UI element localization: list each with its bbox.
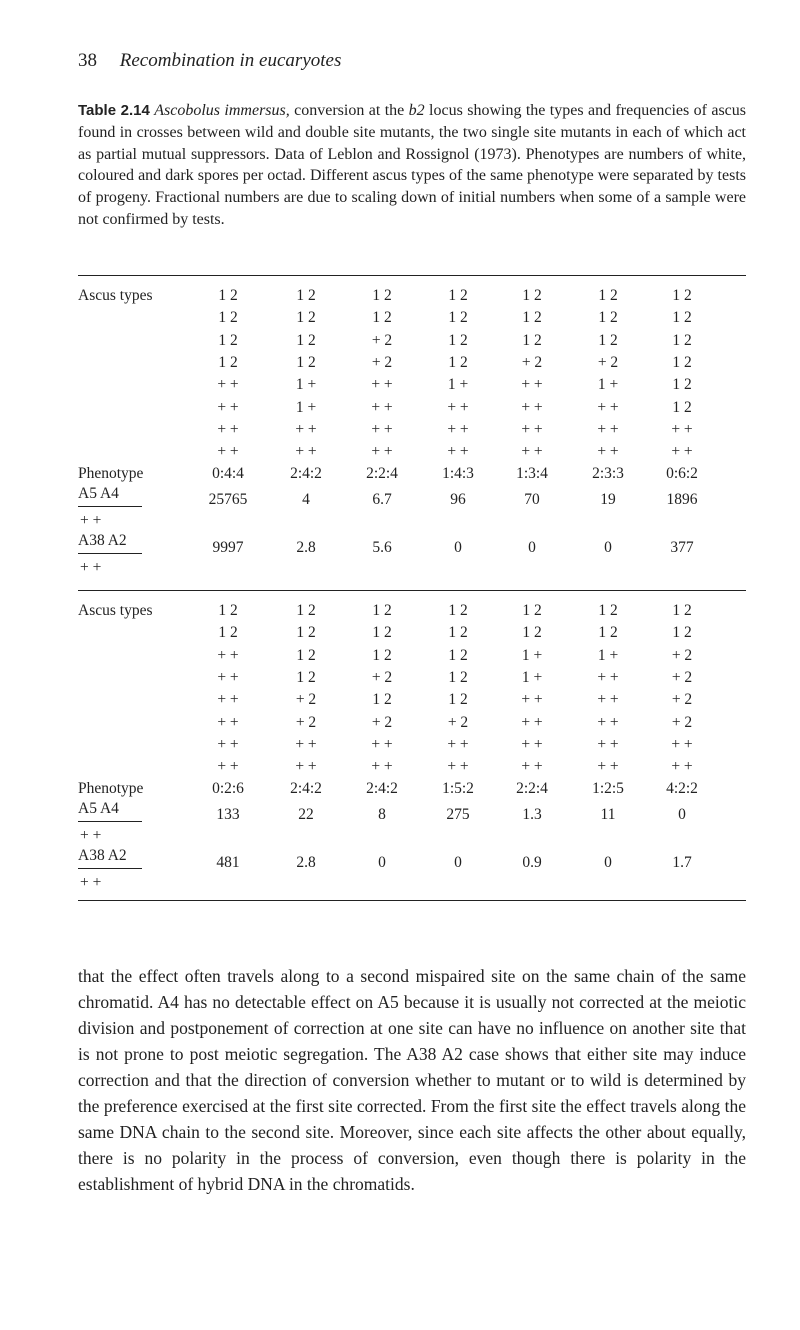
ascus-spore-pair: + + (295, 420, 317, 438)
ascus-spore-pair: 1 2 (598, 624, 618, 642)
running-head (78, 50, 341, 72)
ascus-spore-pair: 1 2 (218, 309, 238, 327)
table-bottom-rule (78, 900, 746, 901)
ascus-spore-pair: 1 2 (522, 624, 542, 642)
page-number: 38 (78, 50, 97, 71)
ascus-spore-pair: + 2 (295, 691, 317, 709)
ascus-spore-pair: 1 2 (522, 287, 542, 304)
table-middle-rule (78, 590, 746, 591)
ascus-spore-pair: + + (521, 735, 543, 753)
ascus-spore-pair: + 2 (371, 713, 393, 731)
ascus-spore-pair: 1 + (597, 376, 619, 394)
a38a2-frequency: 0 (454, 539, 462, 556)
ascus-spore-pair: + + (597, 758, 619, 776)
ascus-spore-pair: + + (295, 758, 317, 776)
ascus-spore-pair: + + (217, 713, 239, 731)
ascus-spore-pair: + + (447, 758, 469, 776)
cross-a38a2-denominator: + + (80, 559, 102, 576)
ascus-spore-pair: 1 2 (448, 287, 468, 304)
ascus-spore-pair: 1 2 (448, 309, 468, 327)
ascus-spore-pair: 1 2 (372, 624, 392, 642)
ascus-spore-pair: + + (217, 376, 239, 394)
a38a2-frequency: 0 (604, 539, 612, 556)
fraction-bar (78, 553, 142, 554)
ascus-spore-pair: 1 2 (372, 287, 392, 304)
ascus-spore-pair: 1 2 (672, 353, 692, 371)
ascus-spore-pair: + 2 (671, 646, 693, 664)
ascus-spore-pair: + 2 (671, 668, 693, 686)
a38a2-frequency: 1.7 (672, 854, 692, 871)
a38a2-frequency: 0 (454, 854, 462, 871)
ascus-spore-pair: 1 2 (218, 331, 238, 349)
a38a2-frequency: 377 (670, 539, 694, 556)
ascus-spore-pair: + + (597, 398, 619, 416)
table-label: Table 2.14 (78, 102, 150, 119)
ascus-spore-pair: + 2 (371, 331, 393, 349)
ascus-spore-pair: 1 2 (448, 668, 468, 686)
ascus-spore-pair: 1 2 (522, 309, 542, 327)
a5a4-frequency: 19 (600, 491, 616, 508)
ascus-spore-pair: 1 + (597, 646, 619, 664)
cross-a38a2-numerator: A38 A2 (78, 847, 127, 864)
a5a4-frequency: 70 (524, 491, 540, 508)
ascus-spore-pair: 1 2 (296, 309, 316, 327)
fraction-bar (78, 868, 142, 869)
ascus-spore-pair: + + (597, 713, 619, 731)
ascus-spore-pair: 1 2 (598, 287, 618, 304)
cross-a5a4-numerator: A5 A4 (78, 800, 119, 817)
ascus-spore-pair: 1 2 (522, 602, 542, 619)
ascus-spore-pair: + + (597, 420, 619, 438)
ascus-spore-pair: + + (217, 735, 239, 753)
ascus-spore-pair: + + (447, 398, 469, 416)
ascus-spore-pair: + 2 (521, 353, 543, 371)
ascus-spore-pair: + + (217, 758, 239, 776)
table-block-bottom (78, 602, 746, 902)
ascus-spore-pair: 1 + (521, 646, 543, 664)
ascus-spore-pair: + + (371, 443, 393, 461)
a5a4-frequency: 25765 (208, 491, 248, 508)
a38a2-frequency: 5.6 (372, 539, 392, 556)
phenotype-value: 2:4:2 (290, 465, 322, 482)
a5a4-frequency: 22 (298, 806, 314, 823)
running-title: Recombination in eucaryotes (119, 50, 342, 71)
a5a4-frequency: 133 (216, 806, 240, 823)
ascus-spore-pair: 1 2 (672, 602, 692, 619)
ascus-spore-pair: + + (371, 398, 393, 416)
ascus-spore-pair: + 2 (671, 713, 693, 731)
cross-a38a2-label (78, 847, 153, 892)
ascus-spore-pair: 1 2 (672, 287, 692, 304)
cross-a5a4-label (78, 485, 153, 530)
a38a2-frequency: 0.9 (522, 854, 542, 871)
phenotype-value: 0:6:2 (666, 465, 698, 482)
phenotype-value: 0:4:4 (212, 465, 244, 482)
phenotype-value: 2:2:4 (516, 780, 548, 797)
ascus-spore-pair: 1 2 (296, 624, 316, 642)
ascus-spore-pair: 1 2 (448, 624, 468, 642)
a38a2-frequency: 0 (528, 539, 536, 556)
ascus-spore-pair: 1 + (447, 376, 469, 394)
ascus-spore-pair: + + (671, 758, 693, 776)
ascus-types-label: Ascus types (78, 602, 153, 619)
a38a2-frequency: 9997 (212, 539, 244, 556)
ascus-spore-pair: + + (447, 735, 469, 753)
fraction-bar (78, 506, 142, 507)
ascus-spore-pair: + + (521, 398, 543, 416)
ascus-spore-pair: 1 2 (372, 691, 392, 709)
a5a4-frequency: 1896 (666, 491, 698, 508)
ascus-spore-pair: + + (447, 420, 469, 438)
ascus-spore-pair: + + (671, 443, 693, 461)
ascus-spore-pair: 1 2 (672, 331, 692, 349)
table-block-top (78, 287, 746, 587)
phenotype-value: 2:4:2 (366, 780, 398, 797)
ascus-spore-pair: 1 2 (218, 353, 238, 371)
ascus-spore-pair: 1 2 (372, 646, 392, 664)
ascus-spore-pair: + + (521, 376, 543, 394)
ascus-spore-pair: 1 2 (448, 353, 468, 371)
cross-a38a2-numerator: A38 A2 (78, 532, 127, 549)
ascus-spore-pair: + + (521, 443, 543, 461)
cross-a5a4-label (78, 800, 153, 845)
phenotype-value: 2:2:4 (366, 465, 398, 482)
ascus-spore-pair: + + (597, 668, 619, 686)
ascus-spore-pair: + 2 (671, 691, 693, 709)
cross-a38a2-label (78, 532, 153, 577)
ascus-spore-pair: 1 2 (372, 309, 392, 327)
ascus-spore-pair: 1 2 (448, 646, 468, 664)
ascus-spore-pair: + + (217, 398, 239, 416)
ascus-spore-pair: 1 2 (296, 668, 316, 686)
ascus-spore-pair: + + (217, 420, 239, 438)
ascus-spore-pair: 1 2 (296, 331, 316, 349)
ascus-spore-pair: 1 2 (672, 376, 692, 394)
ascus-spore-pair: 1 + (295, 376, 317, 394)
cross-a5a4-denominator: + + (80, 827, 102, 844)
ascus-spore-pair: + + (597, 691, 619, 709)
a5a4-frequency: 11 (600, 806, 616, 823)
phenotype-value: 1:2:5 (592, 780, 624, 797)
ascus-spore-pair: + + (217, 443, 239, 461)
ascus-spore-pair: + + (597, 735, 619, 753)
a38a2-frequency: 2.8 (296, 854, 316, 871)
a5a4-frequency: 1.3 (522, 806, 542, 823)
ascus-spore-pair: + + (597, 443, 619, 461)
phenotype-value: 1:3:4 (516, 465, 548, 482)
a38a2-frequency: 2.8 (296, 539, 316, 556)
phenotype-label: Phenotype (78, 780, 144, 797)
ascus-spore-pair: 1 2 (296, 353, 316, 371)
ascus-spore-pair: + + (295, 443, 317, 461)
phenotype-value: 1:5:2 (442, 780, 474, 797)
ascus-spore-pair: 1 2 (598, 309, 618, 327)
table-top-rule (78, 275, 746, 276)
species-name: Ascobolus immersus, (154, 102, 290, 119)
ascus-spore-pair: 1 2 (296, 287, 316, 304)
ascus-spore-pair: + 2 (371, 353, 393, 371)
ascus-spore-pair: + + (371, 376, 393, 394)
ascus-spore-pair: + 2 (447, 713, 469, 731)
a38a2-frequency: 481 (216, 854, 240, 871)
ascus-spore-pair: 1 2 (218, 602, 238, 619)
ascus-spore-pair: 1 2 (598, 602, 618, 619)
ascus-spore-pair: 1 2 (672, 309, 692, 327)
phenotype-label: Phenotype (78, 465, 144, 482)
ascus-spore-pair: + + (371, 735, 393, 753)
a5a4-frequency: 4 (302, 491, 310, 508)
ascus-spore-pair: + + (217, 668, 239, 686)
cross-a5a4-denominator: + + (80, 512, 102, 529)
ascus-spore-pair: + + (521, 713, 543, 731)
ascus-spore-pair: + 2 (295, 713, 317, 731)
ascus-spore-pair: 1 + (521, 668, 543, 686)
ascus-spore-pair: 1 2 (296, 646, 316, 664)
ascus-spore-pair: 1 2 (522, 331, 542, 349)
ascus-spore-pair: 1 2 (218, 624, 238, 642)
ascus-spore-pair: 1 2 (372, 602, 392, 619)
phenotype-value: 2:4:2 (290, 780, 322, 797)
caption-text-1: conversion at the (289, 102, 409, 119)
locus-name: b2 (408, 102, 425, 119)
ascus-spore-pair: + + (521, 420, 543, 438)
ascus-spore-pair: + + (217, 691, 239, 709)
ascus-spore-pair: 1 + (295, 398, 317, 416)
ascus-spore-pair: 1 2 (672, 398, 692, 416)
ascus-spore-pair: + + (371, 758, 393, 776)
ascus-spore-pair: 1 2 (218, 287, 238, 304)
cross-a38a2-denominator: + + (80, 874, 102, 891)
ascus-spore-pair: + + (295, 735, 317, 753)
ascus-spore-pair: + + (671, 420, 693, 438)
ascus-spore-pair: 1 2 (296, 602, 316, 619)
caption-text-2: locus showing the types and frequencies of ascus found in crosses between wild and double site mutants, the two single site mutants in each of which act as partial mutual suppressors. Data of Leblon and Rossignol (1973). Phenotypes are numbers of white, coloured and dark spores per octad. Different ascus types of the same phenotype were separated by tests of progeny. Fractional numbers are due to scaling down of initial numbers when some of a sample were not confirmed by tests. (78, 102, 747, 228)
phenotype-value: 2:3:3 (592, 465, 624, 482)
ascus-spore-pair: + + (371, 420, 393, 438)
a5a4-frequency: 275 (446, 806, 470, 823)
ascus-spore-pair: 1 2 (448, 331, 468, 349)
table-caption (78, 100, 746, 231)
ascus-spore-pair: + + (671, 735, 693, 753)
a38a2-frequency: 0 (604, 854, 612, 871)
ascus-spore-pair: 1 2 (448, 602, 468, 619)
ascus-types-label: Ascus types (78, 287, 153, 304)
phenotype-value: 0:2:6 (212, 780, 244, 797)
ascus-spore-pair: 1 2 (672, 624, 692, 642)
phenotype-value: 1:4:3 (442, 465, 474, 482)
a38a2-frequency: 0 (378, 854, 386, 871)
a5a4-frequency: 6.7 (372, 491, 392, 508)
fraction-bar (78, 821, 142, 822)
ascus-spore-pair: + 2 (371, 668, 393, 686)
phenotype-value: 4:2:2 (666, 780, 698, 797)
a5a4-frequency: 0 (678, 806, 686, 823)
ascus-spore-pair: + + (521, 758, 543, 776)
ascus-spore-pair: + + (447, 443, 469, 461)
ascus-spore-pair: + 2 (597, 353, 619, 371)
ascus-spore-pair: 1 2 (598, 331, 618, 349)
a5a4-frequency: 96 (450, 491, 466, 508)
ascus-spore-pair: + + (217, 646, 239, 664)
ascus-spore-pair: 1 2 (448, 691, 468, 709)
cross-a5a4-numerator: A5 A4 (78, 485, 119, 502)
ascus-spore-pair: + + (521, 691, 543, 709)
body-paragraph: that the effect often travels along to a second mispaired site on the same chain of the same chromatid. A4 has no detectable effect on A5 because it is usually not corrected at the meiotic division and postponement of correction at one site can have no influence on another site that is not prone to post meiotic segregation. The A38 A2 case shows that either site may induce correction and that the direction of conversion whether to mutant or to wild is determined by the preference exercised at the first site corrected. From the first site the effect travels along the same DNA chain to the second site. Moreover, since each site affects the other about equally, there is no polarity in the process of conversion, even though there is polarity in the establishment of hybrid DNA in the chromatids. (78, 966, 746, 1194)
a5a4-frequency: 8 (378, 806, 386, 823)
